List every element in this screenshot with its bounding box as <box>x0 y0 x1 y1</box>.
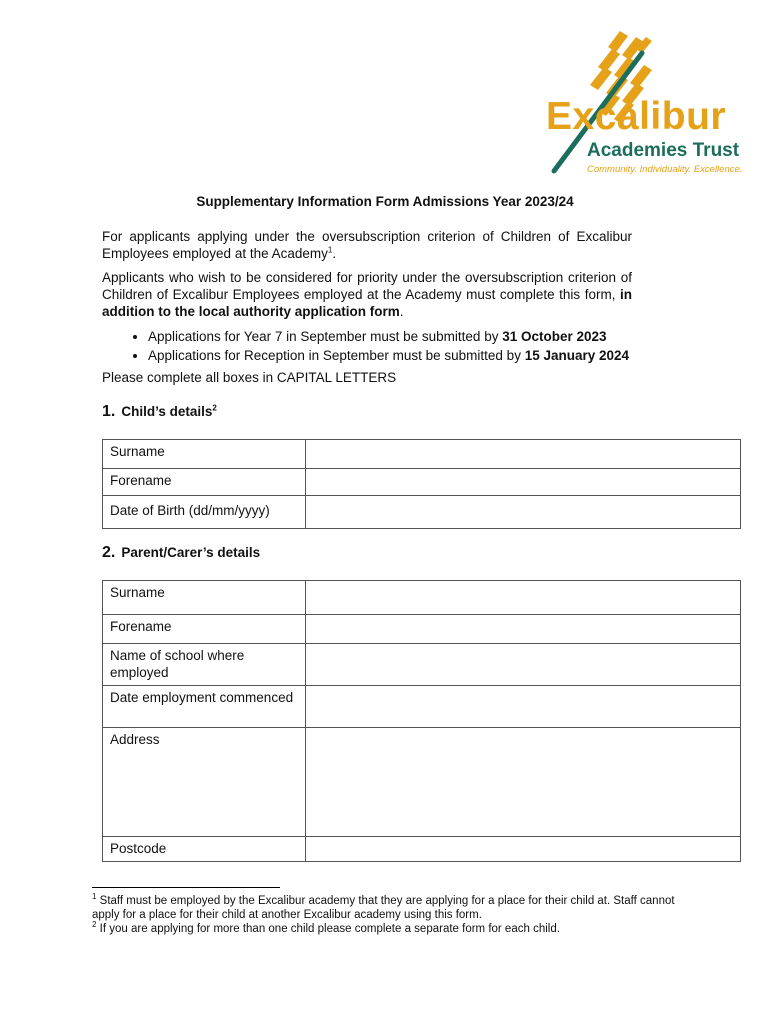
footnote-divider <box>92 887 280 888</box>
footnote-ref-1: 1 <box>327 245 333 255</box>
deadline-item-year7: • Applications for Year 7 in September must be submitted by 31 October 2023 <box>148 327 708 346</box>
field-label: Surname <box>103 581 306 615</box>
child-dob-input[interactable] <box>306 496 741 529</box>
footnotes <box>92 894 692 936</box>
field-label: Surname <box>103 440 306 469</box>
brand-subtitle: Academies Trust <box>587 140 740 161</box>
field-label: Address <box>103 728 306 837</box>
intro-paragraph-1: For applicants applying under the oversubscription criterion of Children of Excalibur Employees employed at the Academy$^1$. <box>102 229 632 261</box>
form-title: Supplementary Information Form Admissions Year 2023/24 <box>196 194 574 209</box>
table-row <box>103 615 741 644</box>
field-label: Postcode <box>103 837 306 862</box>
school-employed-input[interactable] <box>306 644 741 686</box>
brand-name: Excalibur <box>546 95 727 138</box>
table-row <box>103 644 741 686</box>
employment-date-input[interactable] <box>306 686 741 728</box>
section-1-heading: 1. Child’s details$^2$ <box>102 403 217 420</box>
child-forename-input[interactable] <box>306 469 741 496</box>
deadline-item-reception: • Applications for Reception in September must be submitted by 15 January 2024 <box>148 346 708 365</box>
address-input[interactable] <box>306 728 741 837</box>
footnote-2: $^2$ If you are applying for more than one child please complete a separate form for each child. <box>92 920 560 935</box>
postcode-input[interactable] <box>306 837 741 862</box>
deadline-list <box>120 327 708 365</box>
table-row <box>103 686 741 728</box>
field-label: Date of Birth (dd/mm/yyyy) <box>103 496 306 529</box>
excalibur-logo <box>540 25 750 180</box>
parent-forename-input[interactable] <box>306 615 741 644</box>
footnote-1: $^1$ Staff must be employed by the Excalibur academy that they are applying for a place for their child at. Staff cannot apply for a place for their child at another Excalibur academy using this form. <box>92 892 675 921</box>
table-row <box>103 469 741 496</box>
section-2-heading: 2. Parent/Carer’s details <box>102 544 261 561</box>
table-row <box>103 496 741 529</box>
table-row <box>103 440 741 469</box>
field-label: Name of school where employed <box>103 644 306 686</box>
parent-surname-input[interactable] <box>306 581 741 615</box>
table-row <box>103 837 741 862</box>
parent-details-table <box>102 580 741 862</box>
table-row <box>103 581 741 615</box>
field-label: Date employment commenced <box>103 686 306 728</box>
intro-paragraph-2: Applicants who wish to be considered for priority under the oversubscription criterion of Children of Excalibur Employees employed at the Academy must complete this form, in addition to the local authority application form. <box>102 270 632 319</box>
brand-tagline: Community. Individuality. Excellence. <box>587 164 743 175</box>
table-row <box>103 728 741 837</box>
child-details-table <box>102 439 741 529</box>
field-label: Forename <box>103 615 306 644</box>
footnote-ref-2: 2 <box>212 403 217 413</box>
child-surname-input[interactable] <box>306 440 741 469</box>
field-label: Forename <box>103 469 306 496</box>
instruction-text: Please complete all boxes in CAPITAL LETTERS <box>102 370 397 385</box>
